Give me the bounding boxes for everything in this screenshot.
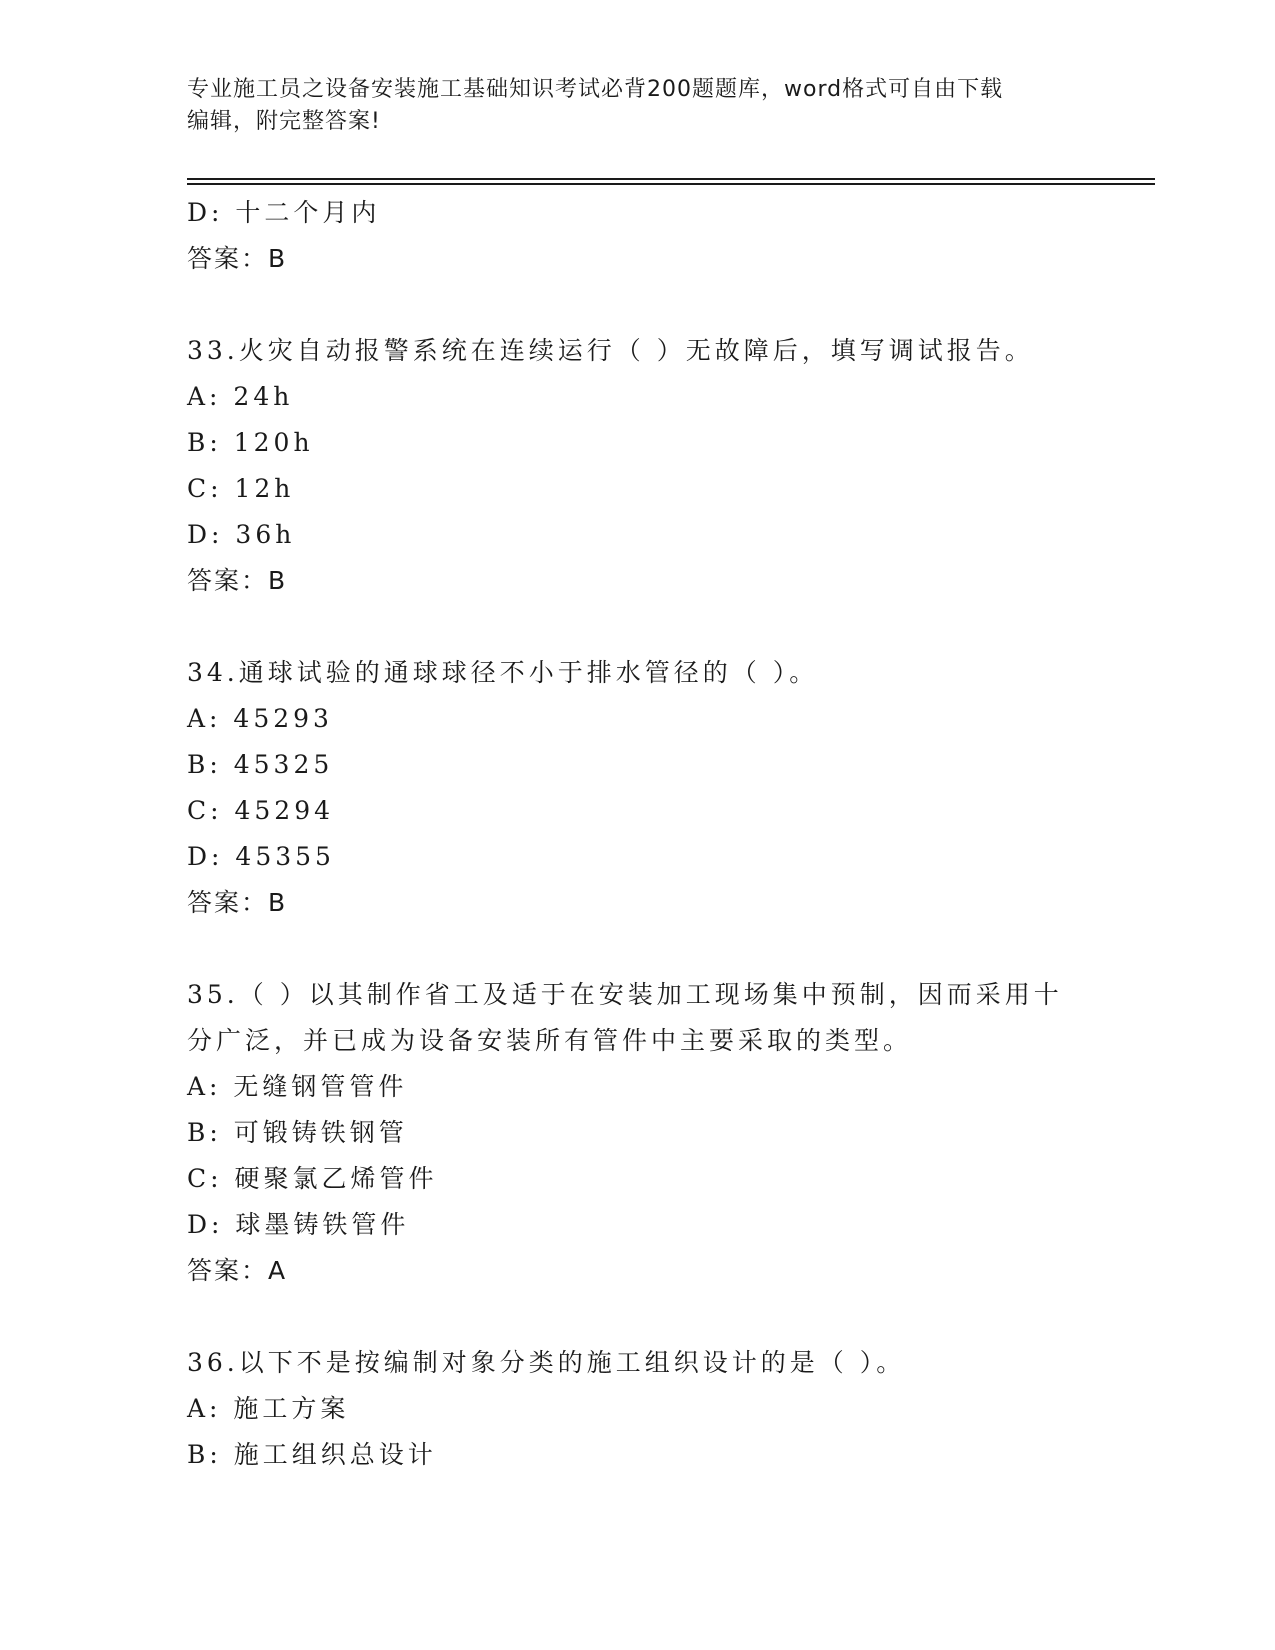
option-b: B: 120h	[187, 428, 314, 457]
answer-label: 答案：B	[187, 244, 288, 273]
option-a: A: 施工方案	[187, 1394, 350, 1423]
question-text: 33.火灾自动报警系统在连续运行（ ）无故障后，填写调试报告。	[187, 336, 1034, 365]
option-b: B: 可锻铸铁钢管	[187, 1118, 408, 1147]
option-d: D: 36h	[187, 520, 296, 549]
question-36	[187, 1340, 1087, 1478]
question-text-line-2: 分广泛，并已成为设备安装所有管件中主要采取的类型。	[187, 1026, 913, 1055]
option-c: C: 45294	[187, 796, 335, 825]
answer-label: 答案：B	[187, 566, 288, 595]
option-a: A: 45293	[187, 704, 333, 733]
option-d: D: 球墨铸铁管件	[187, 1210, 410, 1239]
option-c: C: 硬聚氯乙烯管件	[187, 1164, 438, 1193]
question-list	[187, 190, 1087, 1478]
spacer	[187, 604, 1087, 650]
header-divider-top	[187, 178, 1155, 180]
header-title-line-1: 专业施工员之设备安装施工基础知识考试必背200题题库，word格式可自由下载	[187, 77, 1004, 102]
spacer	[187, 282, 1087, 328]
question-text-line-1: 35.（ ）以其制作省工及适于在安装加工现场集中预制，因而采用十	[187, 980, 1063, 1009]
option-b: B: 施工组织总设计	[187, 1440, 437, 1469]
header-divider-bottom	[187, 183, 1155, 185]
spacer	[187, 1294, 1087, 1340]
question-text: 36.以下不是按编制对象分类的施工组织设计的是（ ）。	[187, 1348, 906, 1377]
option-a: A: 24h	[187, 382, 294, 411]
answer-label: 答案：A	[187, 1256, 288, 1285]
header-title-line-2: 编辑，附完整答案!	[187, 109, 381, 134]
document-header	[187, 74, 1087, 138]
option-c: C: 12h	[187, 474, 295, 503]
answer-label: 答案：B	[187, 888, 288, 917]
option-d: D: 45355	[187, 842, 335, 871]
question-33	[187, 328, 1087, 604]
spacer	[187, 926, 1087, 972]
option-b: B: 45325	[187, 750, 334, 779]
question-34	[187, 650, 1087, 926]
option-a: A: 无缝钢管管件	[187, 1072, 408, 1101]
question-35	[187, 972, 1087, 1294]
option-d: D: 十二个月内	[187, 198, 381, 227]
question-text: 34.通球试验的通球球径不小于排水管径的（ ）。	[187, 658, 819, 687]
question-32-tail	[187, 190, 1087, 282]
